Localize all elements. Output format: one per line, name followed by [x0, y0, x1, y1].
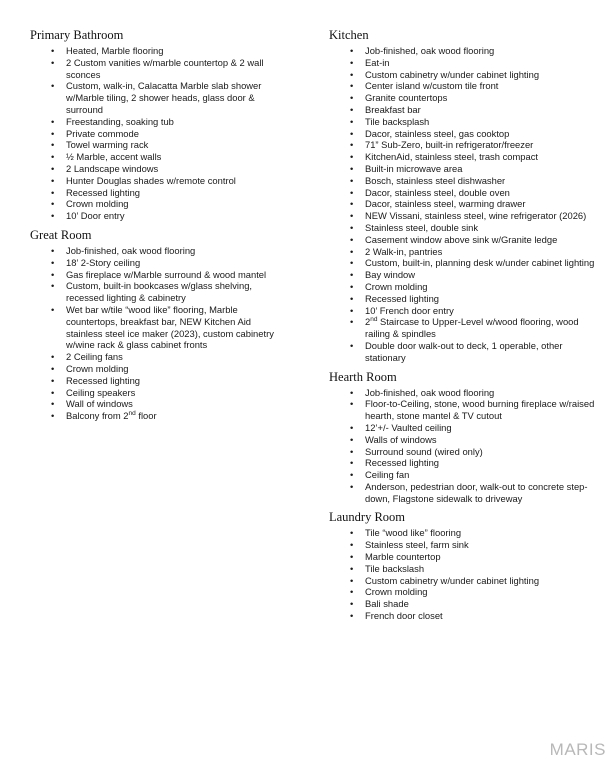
feature-list [329, 387, 601, 505]
feature-item: • Dacor, stainless steel, gas cooktop [350, 128, 601, 140]
feature-item: • Custom cabinetry w/under cabinet lighting [350, 575, 601, 587]
feature-item: • Towel warming rack [51, 139, 280, 151]
feature-item: • Wall of windows [51, 398, 280, 410]
feature-item: • Center island w/custom tile front [350, 80, 601, 92]
feature-list [329, 527, 601, 621]
feature-item: • Freestanding, soaking tub [51, 116, 280, 128]
feature-item: • 2 Custom vanities w/marble countertop & 2 wall sconces [51, 57, 280, 81]
section-kitchen [329, 28, 601, 364]
feature-item: • Tile “wood like” flooring [350, 527, 601, 539]
feature-list [30, 45, 280, 222]
section-primary-bathroom [30, 28, 280, 222]
feature-item: • Bay window [350, 269, 601, 281]
feature-item: • Recessed lighting [350, 293, 601, 305]
feature-item: • 2 Walk-in, pantries [350, 246, 601, 258]
feature-item: • Heated, Marble flooring [51, 45, 280, 57]
left-column [30, 28, 280, 428]
right-column [329, 28, 601, 628]
feature-item: • Private commode [51, 128, 280, 140]
feature-item: • 10’ Door entry [51, 210, 280, 222]
feature-item: • Recessed lighting [51, 187, 280, 199]
section-heading: Great Room [30, 227, 92, 242]
section-heading: Kitchen [329, 28, 369, 42]
feature-item: • Wet bar w/tile “wood like” flooring, Marble countertops, breakfast bar, NEW Kitchen Aid stainless steel ice maker (2023), custom cabinetry w/wine rack & glass cabinet fronts [51, 304, 280, 351]
feature-text-tail: floor [135, 410, 157, 422]
feature-item: • 18’ 2-Story ceiling [51, 257, 280, 269]
feature-item: • Tile backslash [350, 563, 601, 575]
feature-item: • Custom cabinetry w/under cabinet lighting [350, 69, 601, 81]
feature-text-tail: Staircase to Upper-Level w/wood flooring, wood railing & spindles [365, 316, 579, 340]
feature-item: • Ceiling fan [350, 469, 601, 481]
feature-item: • Dacor, stainless steel, warming drawer [350, 198, 601, 210]
feature-item: • Casement window above sink w/Granite ledge [350, 234, 601, 246]
feature-item: • Floor-to-Ceiling, stone, wood burning fireplace w/raised hearth, stone mantel & TV cutout [350, 398, 601, 422]
feature-item: • Dacor, stainless steel, double oven [350, 187, 601, 199]
feature-item: • Tile backsplash [350, 116, 601, 128]
section-great-room [30, 228, 280, 422]
feature-list [30, 245, 280, 422]
feature-item: • 12’+/- Vaulted ceiling [350, 422, 601, 434]
feature-item: • Recessed lighting [350, 457, 601, 469]
feature-item: • ½ Marble, accent walls [51, 151, 280, 163]
feature-item: • Crown molding [350, 586, 601, 598]
feature-item: • Hunter Douglas shades w/remote control [51, 175, 280, 187]
feature-item: • Crown molding [51, 198, 280, 210]
feature-item: • Crown molding [51, 363, 280, 375]
feature-item: • Marble countertop [350, 551, 601, 563]
feature-item: • French door closet [350, 610, 601, 622]
feature-item: • Bali shade [350, 598, 601, 610]
feature-item: • Custom, built-in bookcases w/glass shelving, recessed lighting & cabinetry [51, 280, 280, 304]
feature-item: • 2 Ceiling fans [51, 351, 280, 363]
section-hearth-room [329, 370, 601, 505]
feature-item: • Built-in microwave area [350, 163, 601, 175]
feature-item: • Job-finished, oak wood flooring [350, 45, 601, 57]
feature-item [350, 316, 601, 340]
section-laundry-room [329, 510, 601, 621]
section-heading: Hearth Room [329, 369, 397, 384]
feature-text: 2 [365, 316, 371, 328]
feature-item: • Bosch, stainless steel dishwasher [350, 175, 601, 187]
section-heading: Laundry Room [329, 510, 406, 525]
feature-item: • 2 Landscape windows [51, 163, 280, 175]
feature-item: • KitchenAid, stainless steel, trash compact [350, 151, 601, 163]
feature-item: • Job-finished, oak wood flooring [51, 245, 280, 257]
feature-item: • Job-finished, oak wood flooring [350, 387, 601, 399]
feature-item: • Breakfast bar [350, 104, 601, 116]
ordinal-suffix: nd [128, 409, 136, 417]
feature-item: • Walls of windows [350, 434, 601, 446]
feature-item: • Crown molding [350, 281, 601, 293]
section-heading: Primary Bathroom [30, 28, 124, 42]
feature-item: • Eat-in [350, 57, 601, 69]
feature-item: • Surround sound (wired only) [350, 446, 601, 458]
ordinal-suffix: nd [370, 316, 378, 324]
feature-item: • Recessed lighting [51, 375, 280, 387]
feature-item: • 10’ French door entry [350, 305, 601, 317]
maris-watermark: MARIS [549, 740, 606, 759]
feature-item: • Double door walk-out to deck, 1 operable, other stationary [350, 340, 601, 364]
feature-item: • Ceiling speakers [51, 387, 280, 399]
feature-item: • Custom, walk-in, Calacatta Marble slab shower w/Marble tiling, 2 shower heads, glass door & surround [51, 80, 280, 115]
feature-item: • Stainless steel, farm sink [350, 539, 601, 551]
feature-item: • NEW Vissani, stainless steel, wine refrigerator (2026) [350, 210, 601, 222]
feature-item: • 71” Sub-Zero, built-in refrigerator/freezer [350, 139, 601, 151]
feature-item: • Custom, built-in, planning desk w/under cabinet lighting [350, 257, 601, 269]
feature-text: Balcony from 2 [66, 410, 129, 422]
feature-item: • Stainless steel, double sink [350, 222, 601, 234]
feature-item: • Granite countertops [350, 92, 601, 104]
feature-item: • Gas fireplace w/Marble surround & wood mantel [51, 269, 280, 281]
feature-item [51, 410, 280, 422]
feature-item: • Anderson, pedestrian door, walk-out to concrete step-down, Flagstone sidewalk to driveway [350, 481, 601, 505]
feature-list [329, 45, 601, 364]
